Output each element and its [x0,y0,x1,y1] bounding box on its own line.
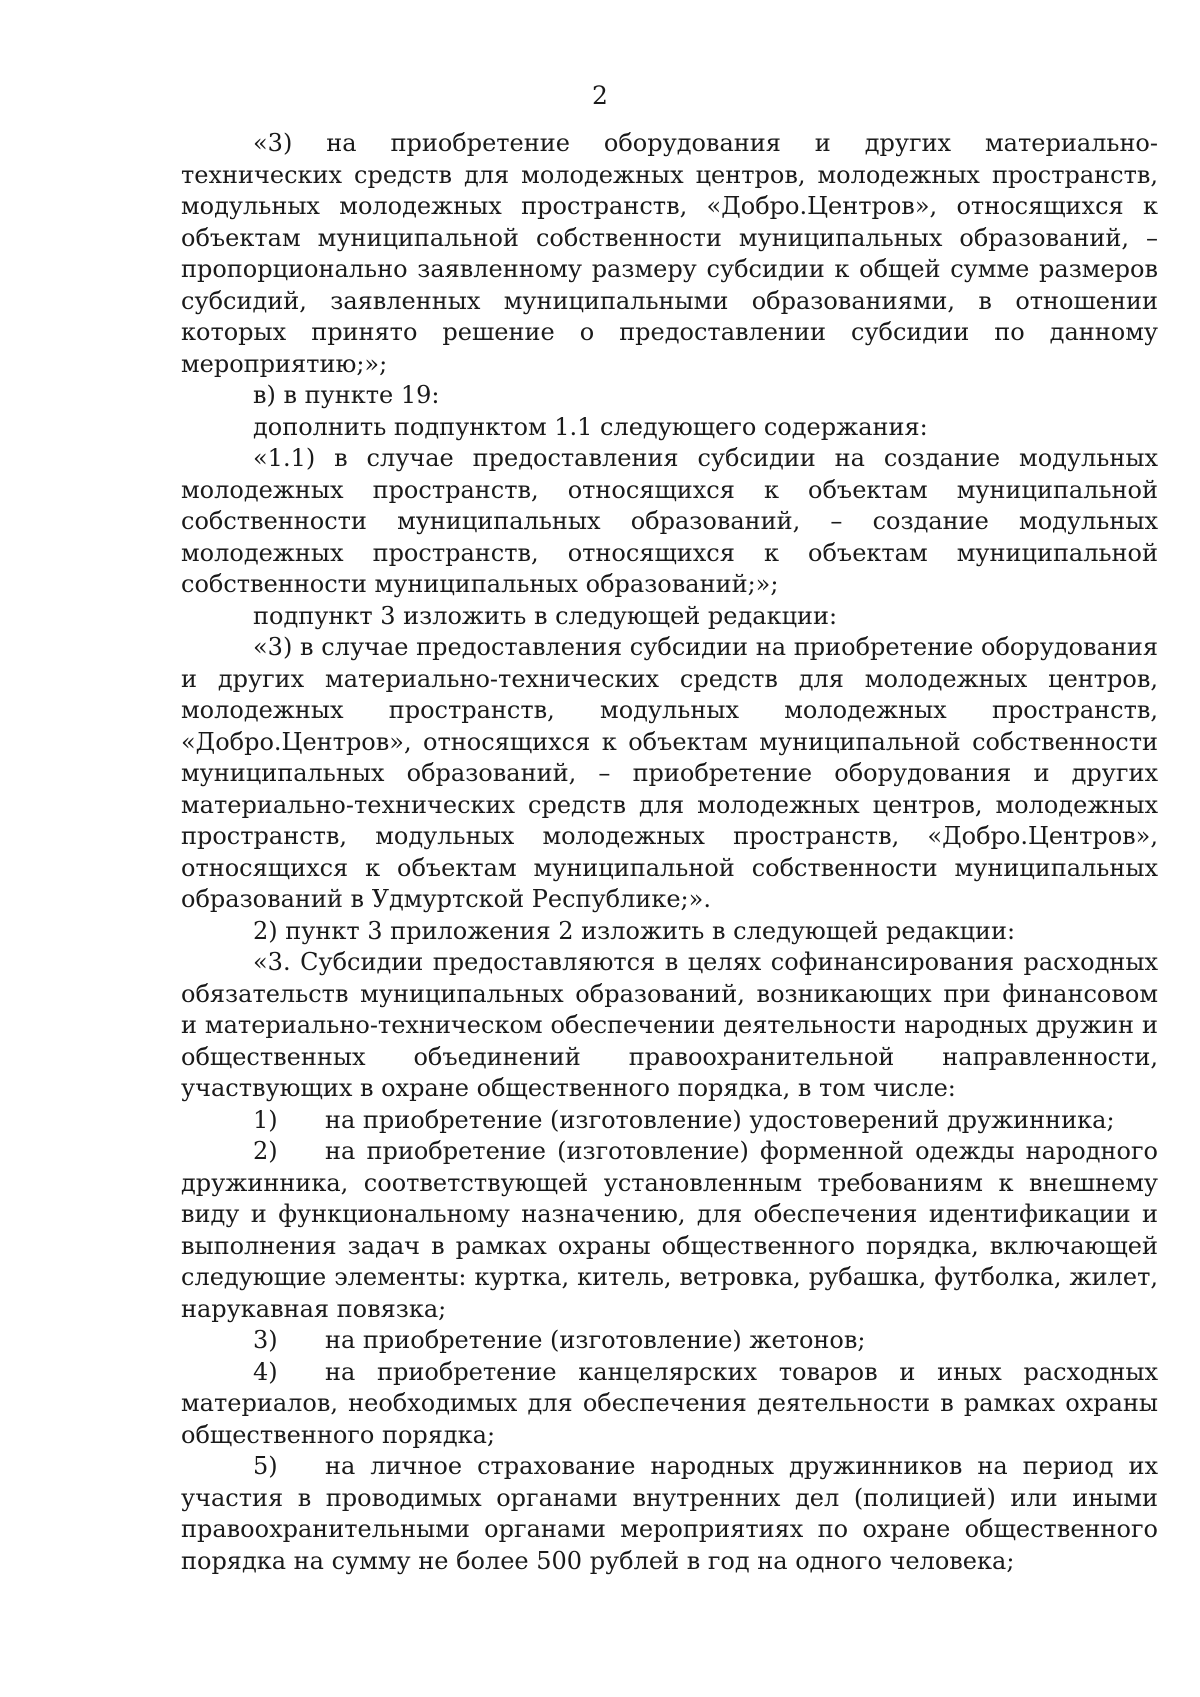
list-item-number: 4) [253,1357,278,1386]
paragraph: «3) в случае предоставления субсидии на приобретение оборудования и других материально-технических средств для молодежных центров, молодежных пространств, модульных молодежных пространств, «Добро.Центров», относящихся к объектам муниципальной собственности муниципальных образований, – приобретение оборудования и других материально-технических средств для молодежных центров, молодежных пространств, модульных молодежных пространств, «Добро.Центров», относящихся к объектам муниципальной собственности муниципальных образований в Удмуртской Республике;». [181,633,1158,913]
paragraph: «3. Субсидии предоставляются в целях софинансирования расходных обязательств муниципальных образований, возникающих при финансовом и материально-техническом обеспечении деятельности народных дружин и общественных объединений правоохранительной направленности, участвующих в охране общественного порядка, в том числе: [181,948,1158,1102]
list-item-text: на приобретение (изготовление) жетонов; [325,1326,866,1354]
list-item-text: на личное страхование народных дружинников на период их участия в проводимых органами внутренних дел (полицией) или иными правоохранительными органами мероприятиях по охране общественного порядка на сумму не более 500 рублей в год на одного человека; [181,1452,1158,1575]
paragraph: подпункт 3 изложить в следующей редакции: [253,601,838,630]
paragraph: «1.1) в случае предоставления субсидии на создание модульных молодежных пространств, относящихся к объектам муниципальной собственности муниципальных образований, – создание модульных молодежных пространств, относящихся к объектам муниципальной собственности муниципальных образований;»; [181,444,1158,598]
list-item [181,1105,1158,1137]
list-item [181,1451,1158,1577]
list-item-text: на приобретение (изготовление) форменной одежды народного дружинника, соответствующей установленным требованиям к внешнему виду и функциональному назначению, для обеспечения идентификации и выполнения задач в рамках охраны общественного порядка, включающей следующие элементы: куртка, китель, ветровка, рубашка, футболка, жилет, нарукавная повязка; [181,1137,1158,1323]
paragraph: «3) на приобретение оборудования и других материально-технических средств для молодежных центров, молодежных пространств, модульных молодежных пространств, «Добро.Центров», относящихся к объектам муниципальной собственности муниципальных образований, – пропорционально заявленному размеру субсидии к общей сумме размеров субсидий, заявленных муниципальными образованиями, в отношении которых принято решение о предоставлении субсидии по данному мероприятию;»; [181,129,1158,378]
paragraph: дополнить подпунктом 1.1 следующего содержания: [253,412,928,441]
list-item [181,1325,1158,1357]
list-item-text: на приобретение (изготовление) удостоверений дружинника; [325,1105,1115,1134]
list-item-number: 2) [253,1137,278,1165]
list-item-number: 3) [253,1326,278,1354]
paragraph: 2) пункт 3 приложения 2 изложить в следующей редакции: [253,916,1016,945]
document-body [181,128,1158,1577]
list-item-text: на приобретение канцелярских товаров и иных расходных материалов, необходимых для обеспечения деятельности в рамках охраны общественного порядка; [181,1357,1158,1449]
list-item-number: 1) [253,1105,278,1134]
list-item-number: 5) [253,1452,278,1480]
page-number: 2 [592,81,608,110]
list-item [181,1357,1158,1452]
list-item [181,1136,1158,1325]
paragraph: в) в пункте 19: [253,381,440,409]
